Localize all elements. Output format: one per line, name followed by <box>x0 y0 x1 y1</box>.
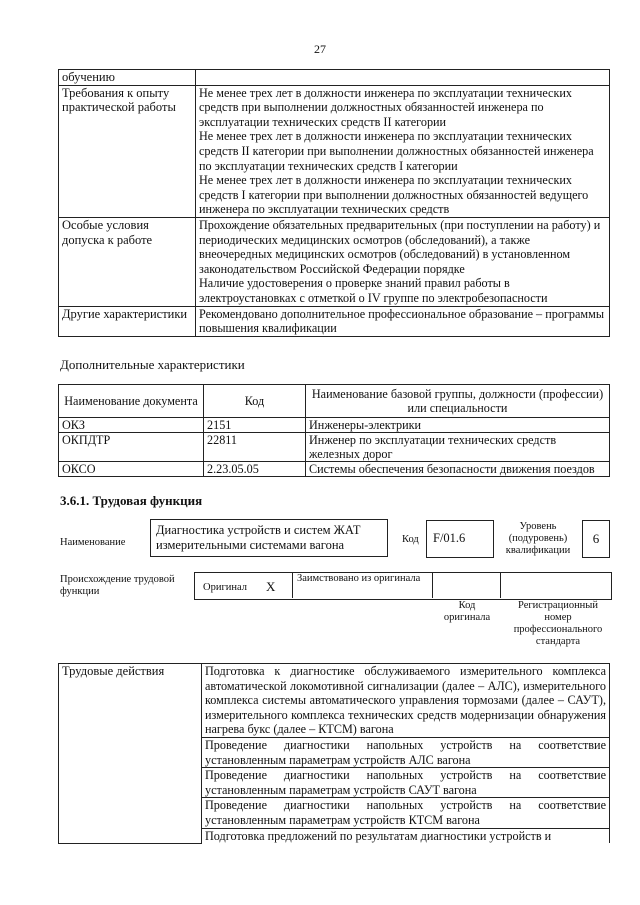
action-item: Подготовка к диагностике обслуживаемого измерительного комплекса автоматической локомотивной сигнализации (далее – АЛС), измерительного комплекса системы автоматического управления тормозами (далее – САУТ), измерительного комплекса технических средств модернизации обнаружения нагрева букс (далее – КТСМ) вагона <box>202 664 610 738</box>
name-label: Наименование <box>60 537 126 548</box>
level-box: 6 <box>582 520 610 558</box>
function-heading: 3.6.1. Трудовая функция <box>60 493 203 508</box>
level-label: Уровень (подуровень) квалификации <box>505 521 571 556</box>
table-row <box>59 85 610 217</box>
origin-label: Происхождение трудовой функции <box>60 574 175 597</box>
cell: 22811 <box>204 433 306 462</box>
origin-code-caption: Код оригинала <box>443 600 491 623</box>
original-mark: X <box>266 579 276 594</box>
divider <box>292 572 293 598</box>
cell: 2.23.05.05 <box>204 462 306 477</box>
row-label: обучению <box>59 70 196 86</box>
action-item: Проведение диагностики напольных устройств на соответствие установленным параметрам устройств САУТ вагона <box>202 768 610 798</box>
cell: ОКПДТР <box>59 433 204 462</box>
actions-label: Трудовые действия <box>59 664 202 844</box>
actions-table <box>58 663 610 844</box>
code-label: Код <box>402 534 419 545</box>
requirement-line: Не менее трех лет в должности инженера по эксплуатации технических средств II категории при выполнении должностных обязанностей инженера по эксплуатации технических средств I категории <box>199 129 594 173</box>
row-label: Особые условия допуска к работе <box>59 217 196 306</box>
cell: ОКСО <box>59 462 204 477</box>
header-code: Код <box>204 385 306 418</box>
table-row <box>59 70 610 86</box>
table-row <box>59 418 610 433</box>
cell: 2151 <box>204 418 306 433</box>
row-value <box>196 306 610 336</box>
requirements-table <box>58 69 610 337</box>
cell: Системы обеспечения безопасности движения поездов <box>306 462 610 477</box>
requirement-line: Прохождение обязательных предварительных (при поступлении на работу) и периодических медицинских осмотров (обследований), а также внеочередных медицинских осмотров (обследований) в установленном законодательством Российской Федерации порядке <box>199 217 601 276</box>
row-label: Другие характеристики <box>59 306 196 336</box>
requirement-line: Наличие удостоверения о проверке знаний правил работы в электроустановках с отметкой о IV группе по электробезопасности <box>199 276 548 305</box>
row-value <box>196 85 610 217</box>
table-row <box>59 664 610 738</box>
requirement-line: Рекомендовано дополнительное профессиональное образование – программы повышения квалификации <box>199 306 605 336</box>
table-header-row <box>59 385 610 418</box>
action-item: Проведение диагностики напольных устройств на соответствие установленным параметрам устройств КТСМ вагона <box>202 798 610 828</box>
cell: ОКЗ <box>59 418 204 433</box>
header-doc: Наименование документа <box>59 385 204 418</box>
table-row <box>59 217 610 306</box>
table-row <box>59 306 610 336</box>
row-label: Требования к опыту практической работы <box>59 85 196 217</box>
row-value <box>196 70 610 86</box>
row-value <box>196 217 610 306</box>
original-label: Оригинал <box>203 582 247 593</box>
function-name-box: Диагностика устройств и систем ЖАТ измерительными системами вагона <box>150 519 388 557</box>
additional-table <box>58 384 610 477</box>
cell: Инженер по эксплуатации технических средств железных дорог <box>306 433 610 462</box>
cell: Инженеры-электрики <box>306 418 610 433</box>
requirement-line: Не менее трех лет в должности инженера по эксплуатации технических средств при выполнении должностных обязанностей инженера по эксплуатации технических средств II категории <box>199 85 572 129</box>
additional-title: Дополнительные характеристики <box>60 357 245 372</box>
action-item: Проведение диагностики напольных устройств на соответствие установленным параметрам устройств АЛС вагона <box>202 737 610 767</box>
divider <box>432 572 433 598</box>
header-name: Наименование базовой группы, должности (профессии) или специальности <box>306 385 610 418</box>
requirement-line: Не менее трех лет в должности инженера по эксплуатации технических средств I категории при выполнении должностных обязанностей ведущего инженера по эксплуатации технических средств <box>199 173 589 217</box>
reg-caption: Регистрационный номер профессионального стандарта <box>513 600 603 647</box>
borrowed-label: Заимствовано из оригинала <box>297 573 421 584</box>
function-code-box: F/01.6 <box>426 520 494 558</box>
divider <box>500 572 501 598</box>
action-item: Подготовка предложений по результатам диагностики устройств и <box>202 828 610 843</box>
table-row <box>59 433 610 462</box>
page-number: 27 <box>314 42 326 56</box>
table-row <box>59 462 610 477</box>
